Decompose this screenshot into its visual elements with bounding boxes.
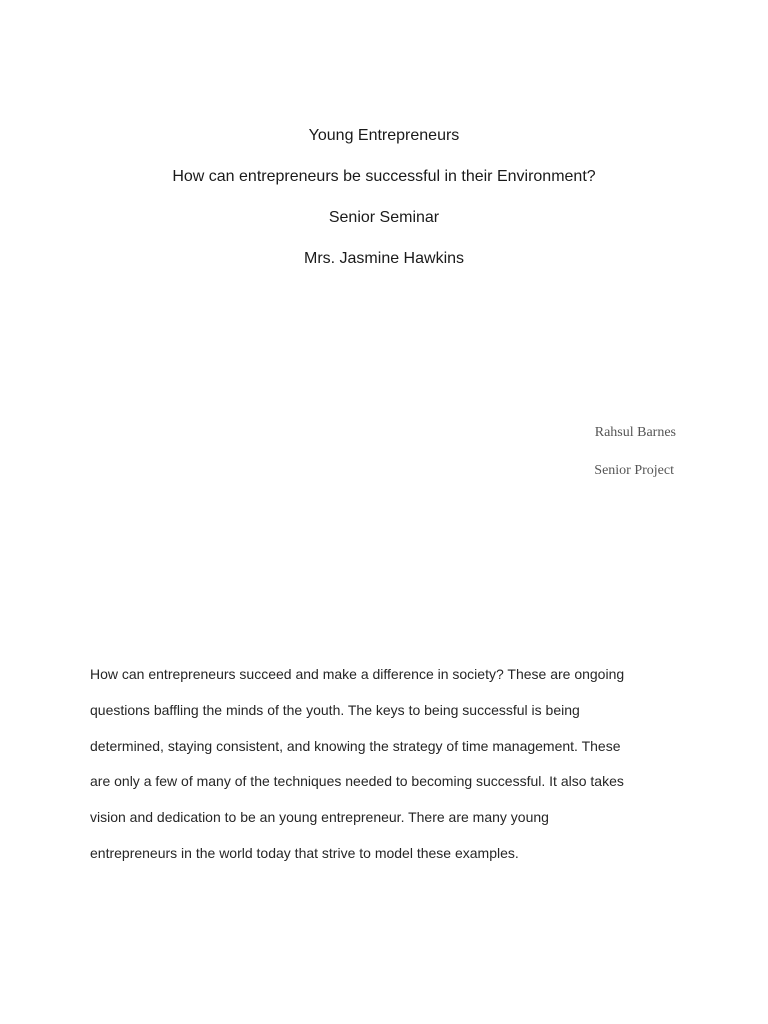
body-line: questions baffling the minds of the youth. The keys to being successful is being [90, 701, 580, 718]
body-line: determined, staying consistent, and knowing the strategy of time management. These [90, 737, 621, 754]
course-name: Senior Seminar [328, 209, 440, 226]
body-paragraph [90, 663, 680, 878]
body-line: How can entrepreneurs succeed and make a difference in society? These are ongoing [90, 666, 625, 682]
title-block [0, 124, 768, 288]
project-label: Senior Project [594, 463, 674, 478]
body-line: entrepreneurs in the world today that strive to model these examples. [90, 844, 519, 861]
body-line: vision and dedication to be an young entrepreneur. There are many young [90, 809, 549, 826]
body-line: are only a few of many of the techniques needed to becoming successful. It also takes [90, 773, 624, 790]
author-name: Rahsul Barnes [594, 425, 676, 440]
author-block [594, 423, 676, 499]
research-question: How can entrepreneurs be successful in their Environment? [172, 168, 596, 185]
instructor-name: Mrs. Jasmine Hawkins [303, 250, 465, 267]
document-title: Young Entrepreneurs [308, 127, 460, 144]
